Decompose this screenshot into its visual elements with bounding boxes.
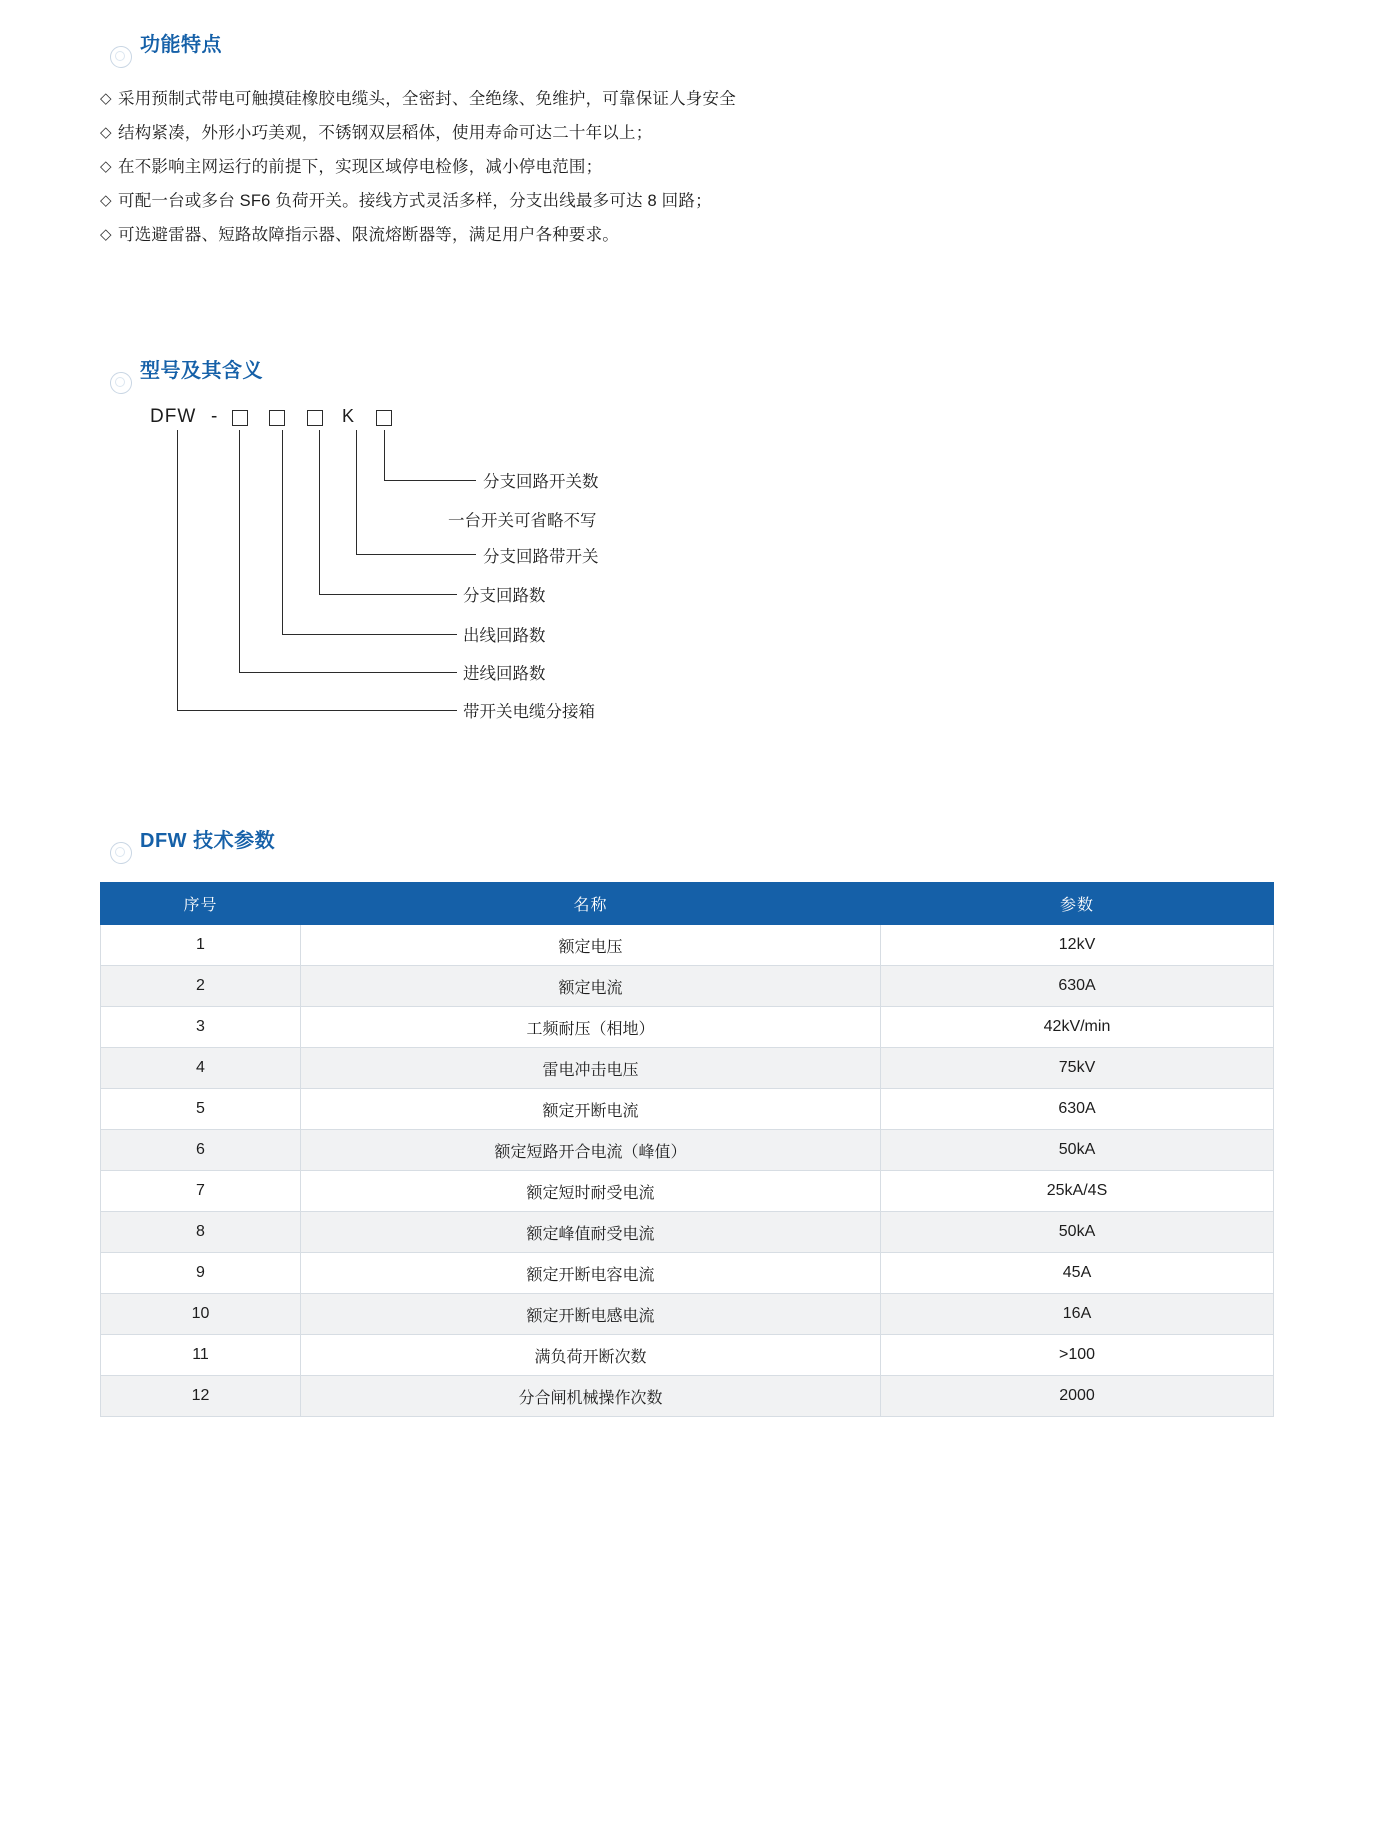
leader-line-horizontal-5 xyxy=(282,634,457,635)
cell-name: 额定电流 xyxy=(301,966,881,1007)
leader-line-horizontal-7 xyxy=(177,710,457,711)
feature-text: 可选避雷器、短路故障指示器、限流熔断器等，满足用户各种要求。 xyxy=(118,226,619,244)
cell-value: 25kA/4S xyxy=(881,1171,1274,1212)
cell-name: 额定短时耐受电流 xyxy=(301,1171,881,1212)
leader-line-horizontal-3 xyxy=(356,554,476,555)
list-item xyxy=(100,150,1273,184)
diamond-bullet-icon: ◇ xyxy=(100,192,112,209)
cell-name: 额定峰值耐受电流 xyxy=(301,1212,881,1253)
table-row xyxy=(101,1089,1274,1130)
leader-line-vertical-3 xyxy=(356,430,357,554)
diamond-bullet-icon: ◇ xyxy=(100,90,112,107)
cell-name: 满负荷开断次数 xyxy=(301,1335,881,1376)
leader-line-vertical-6 xyxy=(239,430,240,672)
cell-value: 75kV xyxy=(881,1048,1274,1089)
section-features xyxy=(100,0,1273,252)
diamond-bullet-icon: ◇ xyxy=(100,158,112,175)
list-item xyxy=(100,218,1273,252)
table-row xyxy=(101,966,1274,1007)
cell-index: 7 xyxy=(101,1171,301,1212)
section-title-parameters: DFW 技术参数 xyxy=(140,830,276,852)
model-code-letter-k: K xyxy=(342,406,356,426)
cell-value: 45A xyxy=(881,1253,1274,1294)
model-code-prefix: DFW xyxy=(150,406,197,427)
table-row xyxy=(101,1130,1274,1171)
section-header-parameters xyxy=(100,814,1273,856)
cell-value: 16A xyxy=(881,1294,1274,1335)
cell-index: 12 xyxy=(101,1376,301,1417)
cell-name: 额定开断电流 xyxy=(301,1089,881,1130)
leader-label-3: 分支回路带开关 xyxy=(483,548,599,566)
section-header-model xyxy=(100,344,1273,386)
feature-text: 可配一台或多台 SF6 负荷开关。接线方式灵活多样，分支出线最多可达 8 回路； xyxy=(118,192,712,210)
ring-decoration-icon xyxy=(110,842,132,864)
column-header-value: 参数 xyxy=(881,883,1274,925)
cell-name: 额定短路开合电流（峰值） xyxy=(301,1130,881,1171)
list-item xyxy=(100,184,1273,218)
ring-decoration-icon xyxy=(110,46,132,68)
table-row xyxy=(101,1171,1274,1212)
section-parameters xyxy=(100,814,1273,1417)
table-row xyxy=(101,1335,1274,1376)
section-header-features xyxy=(100,18,1273,60)
model-code-box-3 xyxy=(307,410,323,426)
cell-index: 4 xyxy=(101,1048,301,1089)
table-row xyxy=(101,1007,1274,1048)
section-title-features: 功能特点 xyxy=(140,34,222,56)
leader-line-vertical-1 xyxy=(384,430,385,480)
leader-label-4: 分支回路数 xyxy=(463,587,546,605)
table-row xyxy=(101,1294,1274,1335)
leader-label-1: 分支回路开关数 xyxy=(483,473,599,491)
cell-value: 50kA xyxy=(881,1130,1274,1171)
list-item xyxy=(100,116,1273,150)
cell-index: 9 xyxy=(101,1253,301,1294)
model-code-box-2 xyxy=(269,410,285,426)
leader-label-7: 带开关电缆分接箱 xyxy=(463,703,595,721)
cell-index: 1 xyxy=(101,925,301,966)
leader-line-vertical-5 xyxy=(282,430,283,634)
cell-name: 额定电压 xyxy=(301,925,881,966)
model-designation-diagram xyxy=(100,404,1273,764)
cell-value: >100 xyxy=(881,1335,1274,1376)
cell-name: 额定开断电容电流 xyxy=(301,1253,881,1294)
leader-label-2: 一台开关可省略不写 xyxy=(448,512,597,530)
parameters-table-wrapper xyxy=(100,882,1273,1417)
table-row xyxy=(101,925,1274,966)
feature-text: 在不影响主网运行的前提下，实现区域停电检修，减小停电范围； xyxy=(118,158,603,176)
leader-line-horizontal-4 xyxy=(319,594,457,595)
cell-value: 2000 xyxy=(881,1376,1274,1417)
column-header-index: 序号 xyxy=(101,883,301,925)
diamond-bullet-icon: ◇ xyxy=(100,124,112,141)
cell-name: 工频耐压（相地） xyxy=(301,1007,881,1048)
cell-value: 630A xyxy=(881,966,1274,1007)
leader-line-vertical-4 xyxy=(319,430,320,594)
leader-line-horizontal-6 xyxy=(239,672,457,673)
section-title-model: 型号及其含义 xyxy=(140,360,263,382)
feature-text: 结构紧凑，外形小巧美观，不锈钢双层稻体，使用寿命可达二十年以上； xyxy=(118,124,653,142)
leader-line-vertical-7 xyxy=(177,430,178,710)
cell-value: 50kA xyxy=(881,1212,1274,1253)
cell-name: 雷电冲击电压 xyxy=(301,1048,881,1089)
model-code-box-1 xyxy=(232,410,248,426)
model-code-dash: - xyxy=(211,406,219,427)
model-code-box-4 xyxy=(376,410,392,426)
cell-value: 630A xyxy=(881,1089,1274,1130)
table-row xyxy=(101,1253,1274,1294)
list-item xyxy=(100,82,1273,116)
section-model-designation xyxy=(100,344,1273,764)
leader-label-6: 进线回路数 xyxy=(463,665,546,683)
cell-index: 8 xyxy=(101,1212,301,1253)
cell-index: 5 xyxy=(101,1089,301,1130)
cell-name: 分合闸机械操作次数 xyxy=(301,1376,881,1417)
ring-decoration-icon xyxy=(110,372,132,394)
table-row xyxy=(101,1212,1274,1253)
cell-index: 11 xyxy=(101,1335,301,1376)
table-header-row xyxy=(101,883,1274,925)
diamond-bullet-icon: ◇ xyxy=(100,226,112,243)
leader-line-horizontal-1 xyxy=(384,480,476,481)
table-row xyxy=(101,1048,1274,1089)
cell-index: 2 xyxy=(101,966,301,1007)
features-list xyxy=(100,82,1273,252)
column-header-name: 名称 xyxy=(301,883,881,925)
cell-name: 额定开断电感电流 xyxy=(301,1294,881,1335)
table-row xyxy=(101,1376,1274,1417)
parameters-table xyxy=(100,882,1274,1417)
cell-value: 42kV/min xyxy=(881,1007,1274,1048)
feature-text: 采用预制式带电可触摸硅橡胶电缆头，全密封、全绝缘、免维护，可靠保证人身安全 xyxy=(118,90,736,108)
leader-label-5: 出线回路数 xyxy=(463,627,546,645)
cell-index: 3 xyxy=(101,1007,301,1048)
cell-index: 10 xyxy=(101,1294,301,1335)
cell-value: 12kV xyxy=(881,925,1274,966)
cell-index: 6 xyxy=(101,1130,301,1171)
